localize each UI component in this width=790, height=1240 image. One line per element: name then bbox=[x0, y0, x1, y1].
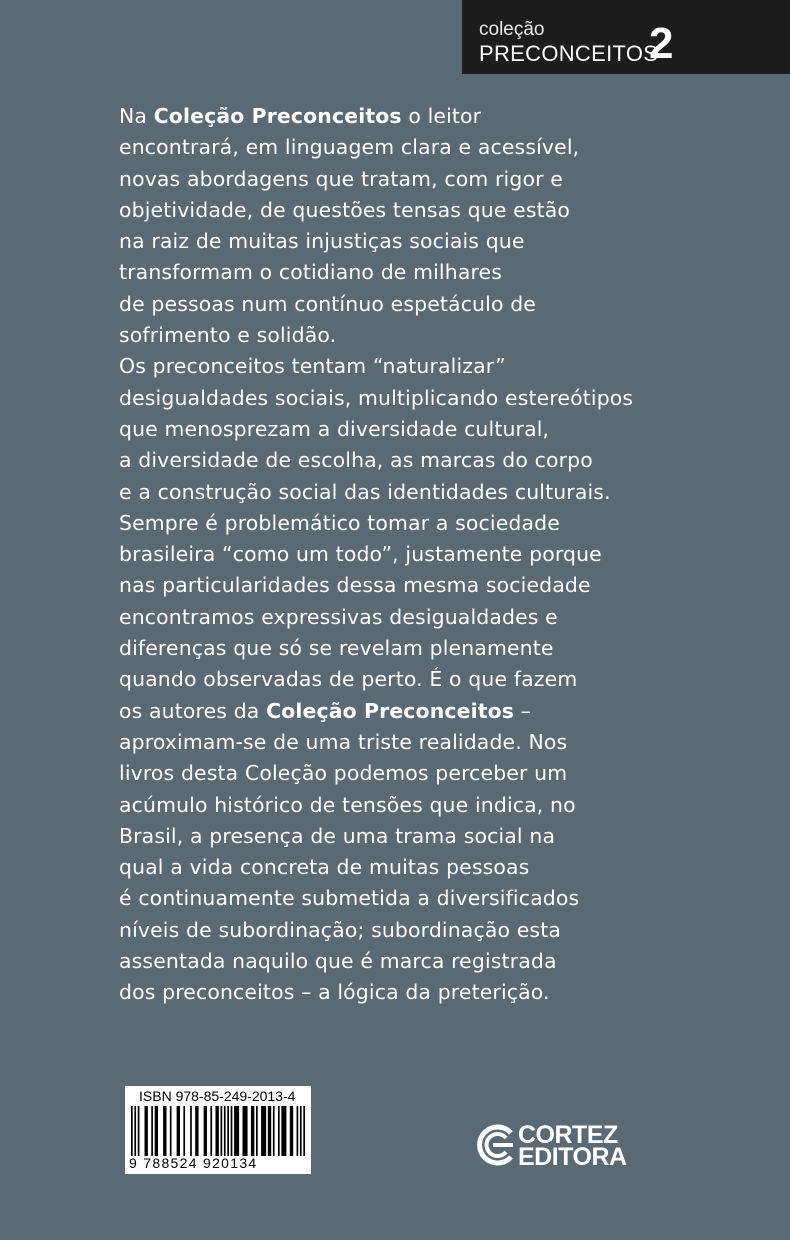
text-line bbox=[119, 570, 679, 601]
text-line bbox=[119, 790, 679, 821]
text-run: qual a vida concreta de muitas pessoas bbox=[119, 855, 530, 880]
text-line bbox=[119, 696, 679, 727]
series-name: PRECONCEITOS bbox=[479, 41, 659, 66]
text-line bbox=[119, 289, 679, 320]
text-run: brasileira “como um todo”, justamente porque bbox=[119, 542, 602, 567]
text-line bbox=[119, 508, 679, 539]
barcode-icon bbox=[131, 1106, 305, 1156]
text-line bbox=[119, 320, 679, 351]
publisher-name-line1: CORTEZ bbox=[518, 1121, 618, 1149]
text-line bbox=[119, 633, 679, 664]
text-run: Sempre é problemático tomar a sociedade bbox=[119, 510, 560, 535]
text-line bbox=[119, 226, 679, 257]
text-line bbox=[119, 946, 679, 977]
text-line bbox=[119, 539, 679, 570]
text-line bbox=[119, 164, 679, 195]
text-run: que menosprezam a diversidade cultural, bbox=[119, 416, 550, 441]
text-run: Os preconceitos tentam “naturalizar” bbox=[119, 354, 506, 379]
publisher-logo bbox=[476, 1121, 636, 1171]
text-line bbox=[119, 821, 679, 852]
series-small-label: coleção bbox=[479, 19, 545, 40]
text-line bbox=[119, 132, 679, 163]
text-run: objetividade, de questões tensas que estão bbox=[119, 197, 571, 222]
text-run: assentada naquilo que é marca registrada bbox=[119, 949, 557, 974]
text-run: novas abordagens que tratam, com rigor e bbox=[119, 166, 563, 191]
barcode-digits: 9 788524 920134 bbox=[129, 1155, 258, 1171]
text-run: nas particularidades dessa mesma sociedade bbox=[119, 573, 591, 598]
text-run: na raiz de muitas injustiças sociais que bbox=[119, 229, 525, 254]
text-line bbox=[119, 101, 679, 132]
text-run: encontrará, em linguagem clara e acessível, bbox=[119, 135, 580, 160]
text-line bbox=[119, 445, 679, 476]
series-number: 2 bbox=[649, 19, 674, 68]
text-run: – bbox=[514, 698, 532, 723]
isbn-barcode-block bbox=[125, 1086, 311, 1174]
text-run: é continuamente submetida a diversificados bbox=[119, 886, 580, 911]
text-line bbox=[119, 758, 679, 789]
text-run: de pessoas num contínuo espetáculo de bbox=[119, 291, 536, 316]
text-line bbox=[119, 977, 679, 1008]
text-run: sofrimento e solidão. bbox=[119, 323, 337, 348]
text-line bbox=[119, 383, 679, 414]
publisher-name-line2: EDITORA bbox=[518, 1143, 627, 1171]
isbn-label: ISBN 978-85-249-2013-4 bbox=[139, 1088, 296, 1104]
text-run: diferenças que só se revelam plenamente bbox=[119, 636, 554, 661]
text-line bbox=[119, 664, 679, 695]
collection-name-bold: Coleção Preconceitos bbox=[153, 104, 402, 128]
collection-name-bold: Coleção Preconceitos bbox=[266, 698, 515, 723]
text-line bbox=[119, 477, 679, 508]
text-run: Na bbox=[119, 104, 154, 128]
text-line bbox=[119, 727, 679, 758]
text-run: acúmulo histórico de tensões que indica, no bbox=[119, 792, 576, 817]
series-label-box bbox=[462, 0, 790, 74]
text-line bbox=[119, 602, 679, 633]
text-line bbox=[119, 257, 679, 288]
text-line bbox=[119, 351, 679, 382]
back-cover-text bbox=[119, 101, 679, 1009]
text-run: o leitor bbox=[401, 104, 482, 128]
text-run: encontramos expressivas desigualdades e bbox=[119, 604, 558, 629]
text-run: transformam o cotidiano de milhares bbox=[119, 260, 503, 285]
text-line bbox=[119, 414, 679, 445]
text-line bbox=[119, 915, 679, 946]
text-run: níveis de subordinação; subordinação esta bbox=[119, 917, 561, 942]
text-line bbox=[119, 195, 679, 226]
text-run: quando observadas de perto. É o que fazem bbox=[119, 667, 578, 692]
text-run: desigualdades sociais, multiplicando estereótipos bbox=[119, 385, 634, 410]
text-line bbox=[119, 883, 679, 914]
publisher-logo-icon bbox=[476, 1123, 516, 1167]
text-run: livros desta Coleção podemos perceber um bbox=[119, 761, 568, 786]
text-run: Brasil, a presença de uma trama social na bbox=[119, 823, 556, 848]
text-run: aproximam-se de uma triste realidade. Nos bbox=[119, 729, 568, 754]
text-line bbox=[119, 852, 679, 883]
text-run: dos preconceitos – a lógica da preterição. bbox=[119, 980, 550, 1005]
text-run: a diversidade de escolha, as marcas do corpo bbox=[119, 448, 593, 473]
text-run: e a construção social das identidades culturais. bbox=[119, 479, 611, 504]
text-run: os autores da bbox=[119, 698, 267, 723]
